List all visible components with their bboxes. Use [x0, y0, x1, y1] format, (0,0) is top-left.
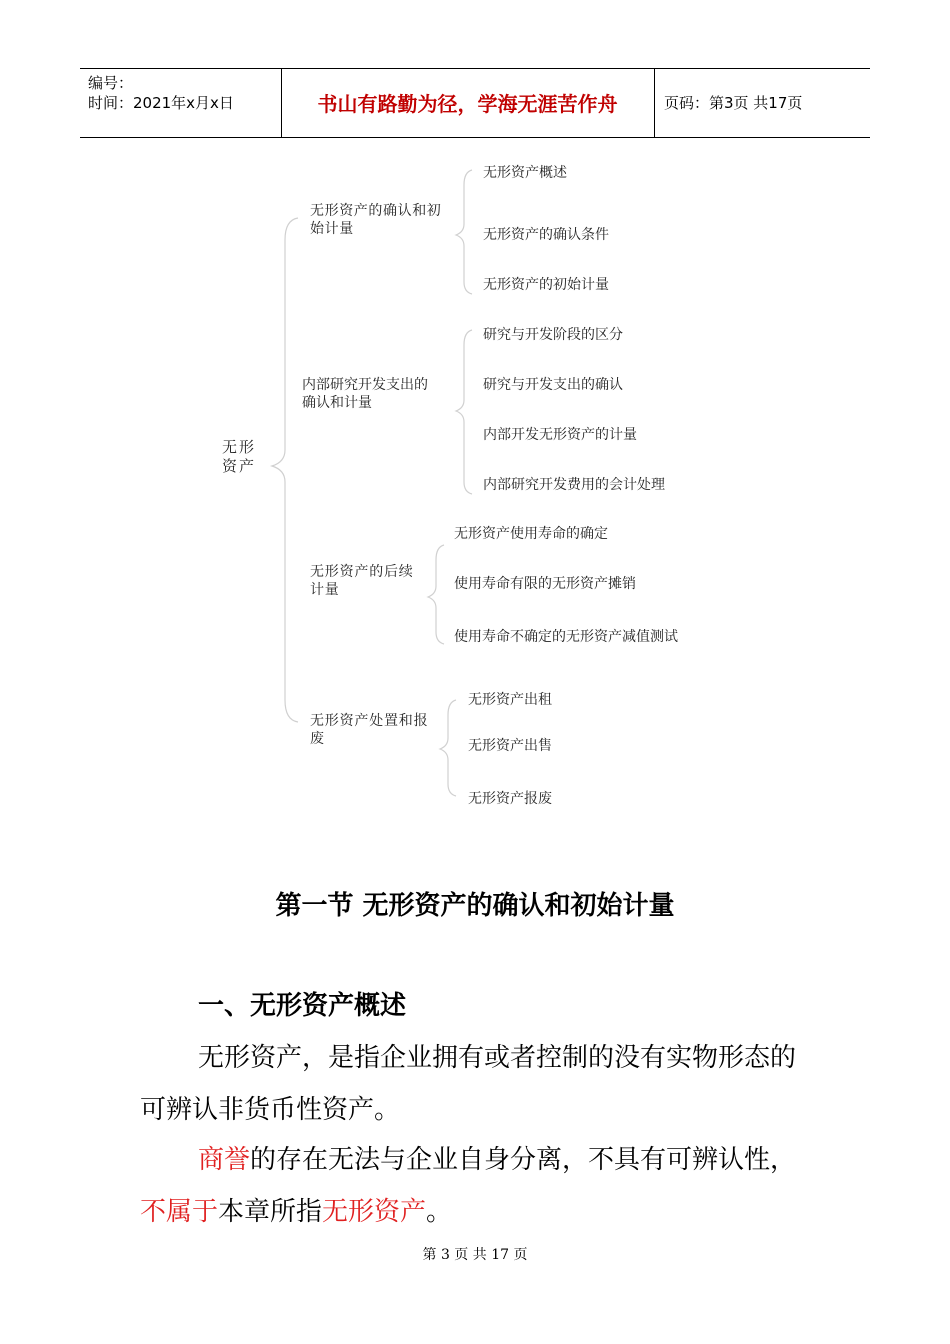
highlight-goodwill: 商誉	[198, 1145, 251, 1175]
mindmap-branch: 无形资产处置和报废	[310, 713, 429, 747]
mindmap-branch: 内部研究开发支出的确认和计量	[302, 377, 428, 411]
mindmap-leaf: 无形资产的初始计量	[483, 277, 609, 293]
page-header	[80, 68, 870, 138]
mindmap-leaf: 研究与开发阶段的区分	[483, 327, 623, 343]
mindmap-root: 无形资产	[222, 438, 257, 475]
mindmap-leaf: 无形资产出租	[468, 692, 552, 708]
mindmap-leaf: 无形资产使用寿命的确定	[454, 526, 608, 542]
branch-brace	[456, 170, 472, 294]
page-footer: 第 3 页 共 17 页	[422, 1247, 528, 1263]
mindmap-leaf: 使用寿命有限的无形资产摊销	[454, 576, 636, 592]
subsection-title: 一、无形资产概述	[198, 991, 407, 1021]
paragraph-text: 无形资产，是指企业拥有或者控制的没有实物形态的可辨认非货币性资产。	[140, 1043, 797, 1125]
branch-brace	[428, 545, 444, 644]
goodwill-paragraph	[140, 1134, 820, 1238]
mindmap-leaf: 内部开发无形资产的计量	[483, 427, 637, 443]
section-title: 第一节 无形资产的确认和初始计量	[275, 891, 675, 921]
branch-brace	[440, 700, 456, 796]
mindmap-leaf: 无形资产报废	[468, 791, 552, 807]
header-divider	[654, 69, 655, 137]
document-time-label: 时间：2021年x月x日	[88, 94, 234, 112]
mindmap-leaf: 无形资产出售	[468, 738, 552, 754]
mindmap-branch: 无形资产的后续计量	[310, 564, 414, 598]
paragraph-text: 本章所指	[218, 1197, 323, 1227]
highlight-not-belong: 不属于	[140, 1197, 219, 1227]
branch-brace	[456, 330, 472, 494]
paragraph-text: 。	[426, 1197, 453, 1227]
header-motto: 书山有路勤为径，学海无涯苦作舟	[317, 92, 618, 116]
mindmap-leaf: 使用寿命不确定的无形资产减值测试	[454, 629, 678, 645]
paragraph-text: 的存在无法与企业自身分离，不具有可辨认性，	[250, 1145, 797, 1175]
header-meta	[88, 73, 278, 113]
document-number-label: 编号：	[88, 74, 134, 92]
mindmap-leaf: 研究与开发支出的确认	[483, 377, 623, 393]
root-brace	[272, 218, 298, 722]
mindmap-branch: 无形资产的确认和初始计量	[310, 203, 442, 237]
highlight-intangible-assets: 无形资产	[322, 1197, 427, 1227]
mindmap-leaf: 无形资产的确认条件	[483, 227, 609, 243]
header-page-info: 页码：第3页 共17页	[664, 94, 803, 112]
mindmap-leaf: 无形资产概述	[483, 165, 567, 181]
mindmap-leaf: 内部研究开发费用的会计处理	[483, 477, 665, 493]
definition-paragraph	[140, 1032, 820, 1136]
